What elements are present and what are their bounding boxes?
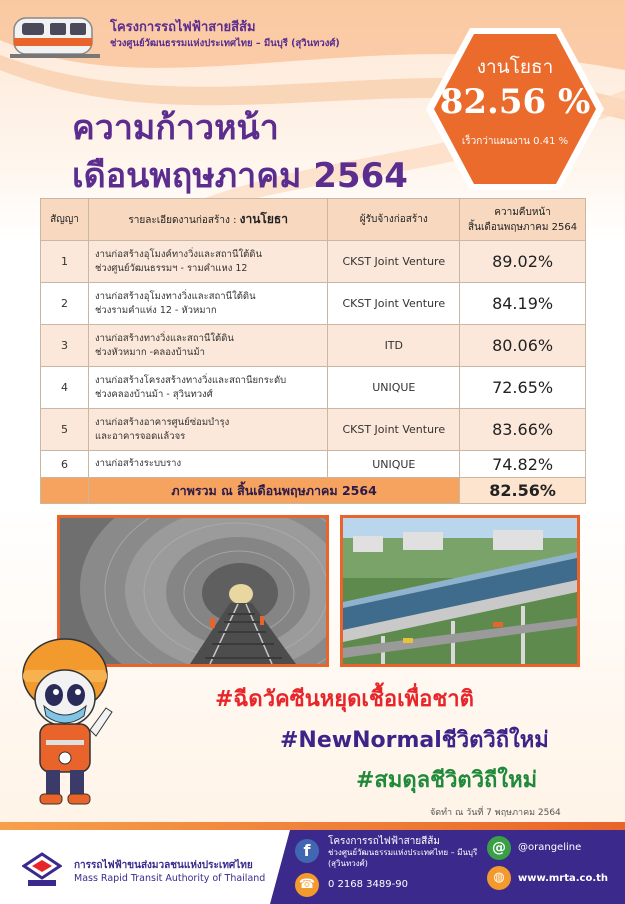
table-row — [41, 367, 586, 409]
table-row — [41, 241, 586, 283]
header-contract: สัญญา — [41, 199, 89, 241]
footer-strip — [0, 822, 625, 830]
progress-badge — [424, 24, 606, 194]
table-row — [41, 451, 586, 478]
website-link[interactable]: www.mrta.co.th — [518, 873, 609, 884]
badge-value: 82.56 % — [439, 82, 591, 122]
contract-description: งานก่อสร้างโครงสร้างทางวิ่งและสถานียกระดับ ช่วงคลองบ้านม้า - สุวินทวงศ์ — [88, 367, 327, 409]
table-row — [41, 409, 586, 451]
total-value: 82.56% — [460, 478, 586, 504]
contractor-name: UNIQUE — [328, 367, 460, 409]
project-title: โครงการรถไฟฟ้าสายสีส้ม — [110, 20, 256, 35]
contract-description: งานก่อสร้างทางวิ่งและสถานีใต้ดิน ช่วงหัวหมาก -คลองบ้านม้า — [88, 325, 327, 367]
hashtag-vaccine: #ฉีดวัคซีนหยุดเชื้อเพื่อชาติ — [215, 687, 474, 712]
mascot-icon — [10, 620, 120, 810]
total-label: ภาพรวม ณ สิ้นเดือนพฤษภาคม 2564 — [88, 478, 459, 504]
contract-progress: 74.82% — [460, 451, 586, 478]
contract-number: 4 — [41, 367, 89, 409]
contract-number: 3 — [41, 325, 89, 367]
line-icon[interactable]: @ — [487, 836, 511, 860]
facebook-page-subtitle: ช่วงศูนย์วัฒนธรรมแห่งประเทศไทย – มีนบุรี (สุวินทวงศ์) — [328, 848, 478, 868]
badge-title: งานโยธา — [476, 56, 554, 78]
train-icon — [10, 8, 102, 64]
line-handle[interactable]: @orangeline — [518, 842, 582, 853]
page-title-line1: ความก้าวหน้า — [72, 108, 279, 148]
mrta-logo — [22, 852, 62, 888]
contractor-name: UNIQUE — [328, 451, 460, 478]
contractor-name: CKST Joint Venture — [328, 241, 460, 283]
contract-description: งานก่อสร้างระบบราง — [88, 451, 327, 478]
badge-note: เร็วกว่าแผนงาน 0.41 % — [461, 136, 569, 147]
contract-description: งานก่อสร้างอุโมงทางวิ่งและสถานีใต้ดิน ช่วงรามคำแห่ง 12 - หัวหมาก — [88, 283, 327, 325]
contract-progress: 80.06% — [460, 325, 586, 367]
station-illustration — [343, 518, 577, 664]
header-contractor: ผู้รับจ้างก่อสร้าง — [328, 199, 460, 241]
hashtag-balance: #สมดุลชีวิตวิถีใหม่ — [356, 768, 538, 793]
contract-progress: 72.65% — [460, 367, 586, 409]
contract-number: 6 — [41, 451, 89, 478]
org-name-thai: การรถไฟฟ้าขนส่งมวลชนแห่งประเทศไทย — [74, 860, 253, 871]
project-subtitle: ช่วงศูนย์วัฒนธรรมแห่งประเทศไทย – มีนบุรี (สุวินทวงศ์) — [110, 38, 340, 49]
contract-progress: 83.66% — [460, 409, 586, 451]
phone-icon: ☎ — [295, 873, 319, 897]
header-detail: รายละเอียดงานก่อสร้าง : งานโยธา — [88, 199, 327, 241]
globe-icon: ◍ — [487, 866, 511, 890]
phone-number[interactable]: 0 2168 3489-90 — [328, 879, 408, 890]
table-total-row — [41, 478, 586, 504]
contract-number: 2 — [41, 283, 89, 325]
station-photo — [340, 515, 580, 667]
table-row — [41, 283, 586, 325]
contract-progress: 89.02% — [460, 241, 586, 283]
facebook-page-title[interactable]: โครงการรถไฟฟ้าสายสีส้ม — [328, 836, 440, 847]
contract-description: งานก่อสร้างอาคารศูนย์ซ่อมบำรุง และอาคารจอดแล้วจร — [88, 409, 327, 451]
header-progress: ความคืบหน้า สิ้นเดือนพฤษภาคม 2564 — [460, 199, 586, 241]
contractor-name: CKST Joint Venture — [328, 409, 460, 451]
contractor-name: CKST Joint Venture — [328, 283, 460, 325]
project-header — [10, 8, 430, 70]
page-title-line2: เดือนพฤษภาคม 2564 — [72, 156, 408, 196]
contract-number: 1 — [41, 241, 89, 283]
hashtag-new-normal: #NewNormalชีวิตวิถีใหม่ — [280, 728, 549, 753]
contract-progress: 84.19% — [460, 283, 586, 325]
org-name-english: Mass Rapid Transit Authority of Thailand — [74, 873, 266, 884]
table-header-row — [41, 199, 586, 241]
contract-description: งานก่อสร้างอุโมงค์ทางวิ่งและสถานีใต้ดิน ช่วงศูนย์วัฒนธรรมฯ - รามคำแหง 12 — [88, 241, 327, 283]
published-date: จัดทำ ณ วันที่ 7 พฤษภาคม 2564 — [430, 808, 561, 818]
table-row — [41, 325, 586, 367]
total-spacer — [41, 478, 89, 504]
contract-number: 5 — [41, 409, 89, 451]
progress-table — [40, 198, 586, 504]
contractor-name: ITD — [328, 325, 460, 367]
facebook-icon[interactable]: f — [295, 839, 319, 863]
